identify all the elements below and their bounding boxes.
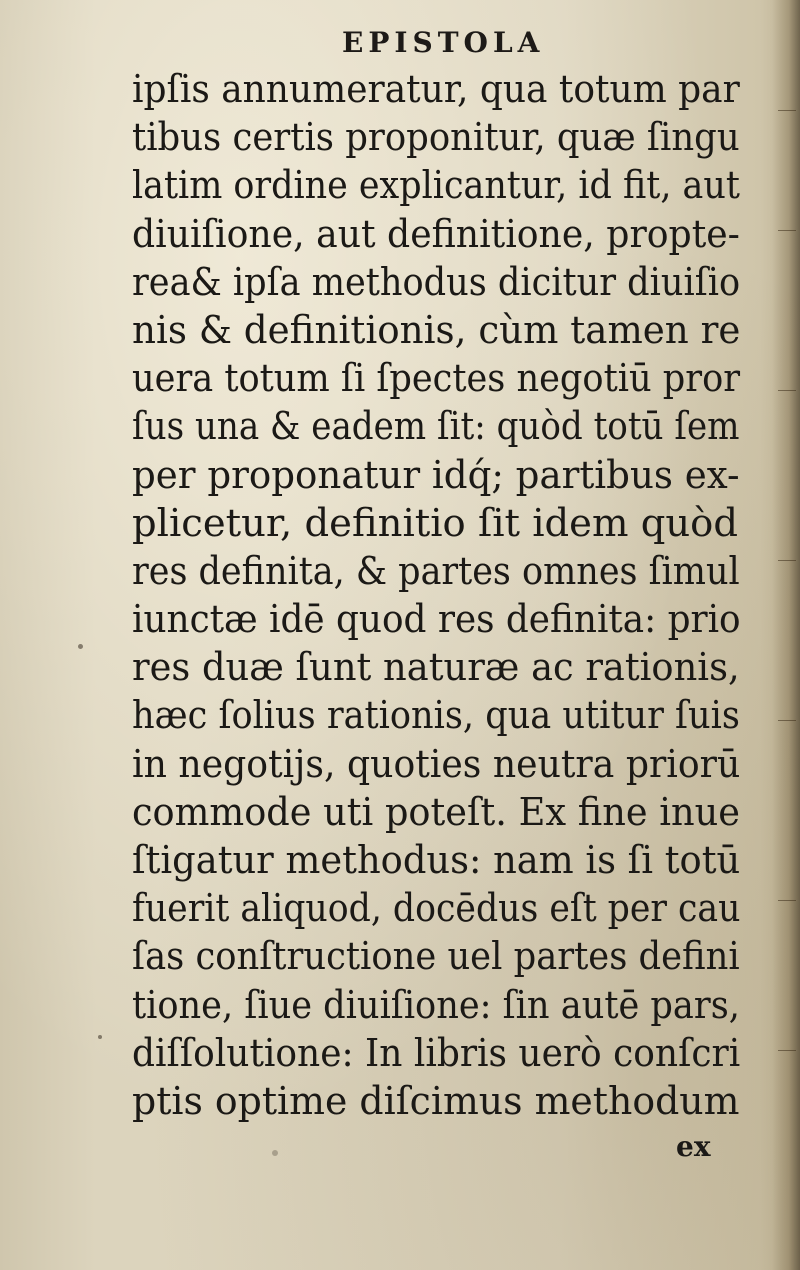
page-edge-mark <box>778 230 796 237</box>
text-block <box>132 66 742 1126</box>
text-line: plicetur, definitio ſit idem quòd <box>132 500 738 546</box>
text-line: ſus una & eadem ſit: quòd totū ſem <box>132 404 740 450</box>
page-edge-mark <box>778 900 796 907</box>
text-line: fuerit aliquod, docēdus eſt per cau <box>132 886 741 932</box>
catchword: ex <box>676 1130 711 1163</box>
ink-speck <box>98 1035 102 1039</box>
text-line: hæc ſolius rationis, qua utitur ſuis <box>132 693 740 739</box>
page-edge-mark <box>778 110 796 117</box>
text-line: ſtigatur methodus: nam is ſi totū <box>132 838 741 883</box>
text-line: diſſolutione: In libris uerò conſcri <box>132 1030 741 1076</box>
text-line: nis & definitionis, cùm tamen re <box>132 307 741 353</box>
text-line: rea& ipſa methodus dicitur diuiſio <box>132 259 741 305</box>
text-line: ſas conſtructione uel partes defini <box>132 934 740 980</box>
text-line: commode uti poteſt. Ex fine inue <box>132 789 740 835</box>
text-line: diuiſione, aut definitione, propte- <box>132 211 740 257</box>
text-line: per proponatur idq́; partibus ex- <box>132 452 740 498</box>
page-edge-mark <box>778 390 796 397</box>
text-line: tibus certis proponitur, quæ ſingu <box>132 115 740 161</box>
ink-speck <box>78 644 83 649</box>
text-line: res duæ ſunt naturæ ac rationis, <box>132 645 740 691</box>
page-edge-mark <box>778 720 796 727</box>
ink-speck <box>272 1150 278 1156</box>
text-line: tione, ſiue diuiſione: ſin autē pars, <box>132 982 740 1028</box>
page-edge-mark <box>778 560 796 567</box>
page-gutter-shadow <box>772 0 800 1270</box>
running-head: EPISTOLA <box>342 26 545 59</box>
page-edge-mark <box>778 1050 796 1057</box>
text-line: iunctæ idē quod res definita: prio <box>132 597 741 643</box>
text-line: uera totum ſi ſpectes negotiū pror <box>132 356 741 402</box>
text-line: res definita, & partes omnes ſimul <box>132 548 740 594</box>
text-line: ipſis annumeratur, qua totum par <box>132 67 740 112</box>
text-line: latim ordine explicantur, id fit, aut <box>132 163 740 209</box>
text-line: in negotijs, quoties neutra priorū <box>132 741 741 787</box>
text-line: ptis optime diſcimus methodum <box>132 1078 740 1124</box>
